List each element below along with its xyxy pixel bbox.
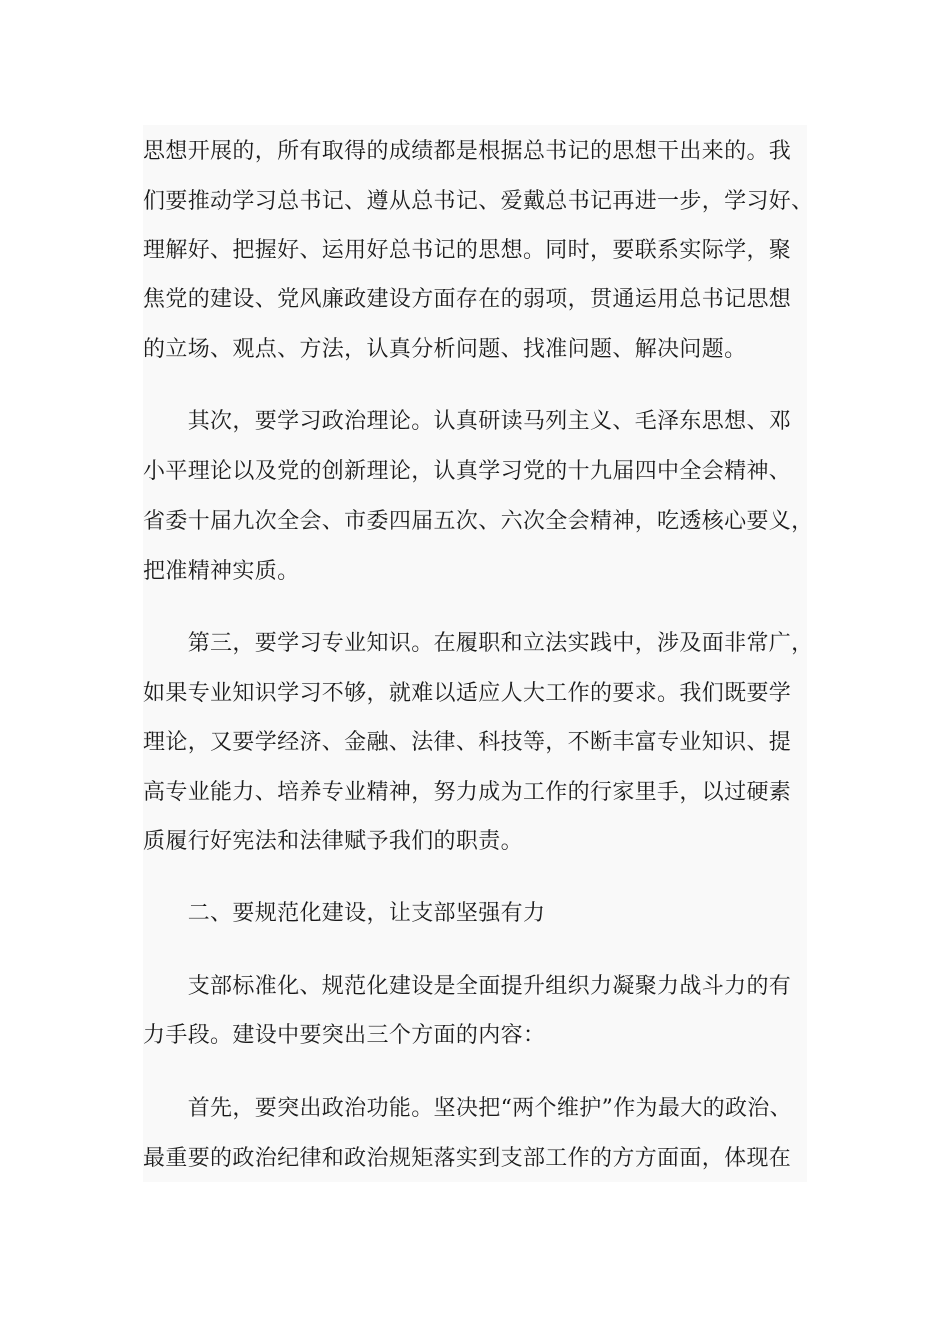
text-line: 把准精神实质。 xyxy=(143,559,300,584)
paragraph-first-line: 支部标准化、规范化建设是全面提升组织力凝聚力战斗力的有 xyxy=(143,974,792,999)
paragraph-first-line: 第三，要学习专业知识。在履职和立法实践中，涉及面非常广， xyxy=(143,631,814,656)
text-line: 焦党的建设、党风廉政建设方面存在的弱项，贯通运用总书记思想 xyxy=(143,287,792,312)
text-line: 思想开展的，所有取得的成绩都是根据总书记的思想干出来的。我 xyxy=(143,139,792,164)
text-line: 质履行好宪法和法律赋予我们的职责。 xyxy=(143,829,523,854)
text-line: 理论，又要学经济、金融、法律、科技等，不断丰富专业知识、提 xyxy=(143,730,792,755)
text-line: 高专业能力、培养专业精神，努力成为工作的行家里手，以过硬素 xyxy=(143,780,792,805)
text-line: 们要推动学习总书记、遵从总书记、爱戴总书记再进一步，学习好、 xyxy=(143,189,814,214)
text-line: 小平理论以及党的创新理论，认真学习党的十九届四中全会精神、 xyxy=(143,459,792,484)
text-line: 如果专业知识学习不够，就难以适应人大工作的要求。我们既要学 xyxy=(143,681,792,706)
text-line: 力手段。建设中要突出三个方面的内容： xyxy=(143,1023,546,1048)
text-line: 的立场、观点、方法，认真分析问题、找准问题、解决问题。 xyxy=(143,337,747,362)
paragraph-first-line: 首先，要突出政治功能。坚决把“两个维护”作为最大的政治、 xyxy=(143,1096,792,1121)
section-heading: 二、要规范化建设，让支部坚强有力 xyxy=(143,901,546,926)
paragraph-first-line: 其次，要学习政治理论。认真研读马列主义、毛泽东思想、邓 xyxy=(143,409,792,434)
text-line: 理解好、把握好、运用好总书记的思想。同时，要联系实际学，聚 xyxy=(143,238,792,263)
text-line: 省委十届九次全会、市委四届五次、六次全会精神，吃透核心要义， xyxy=(143,509,814,534)
text-line: 最重要的政治纪律和政治规矩落实到支部工作的方方面面，体现在 xyxy=(143,1146,792,1171)
